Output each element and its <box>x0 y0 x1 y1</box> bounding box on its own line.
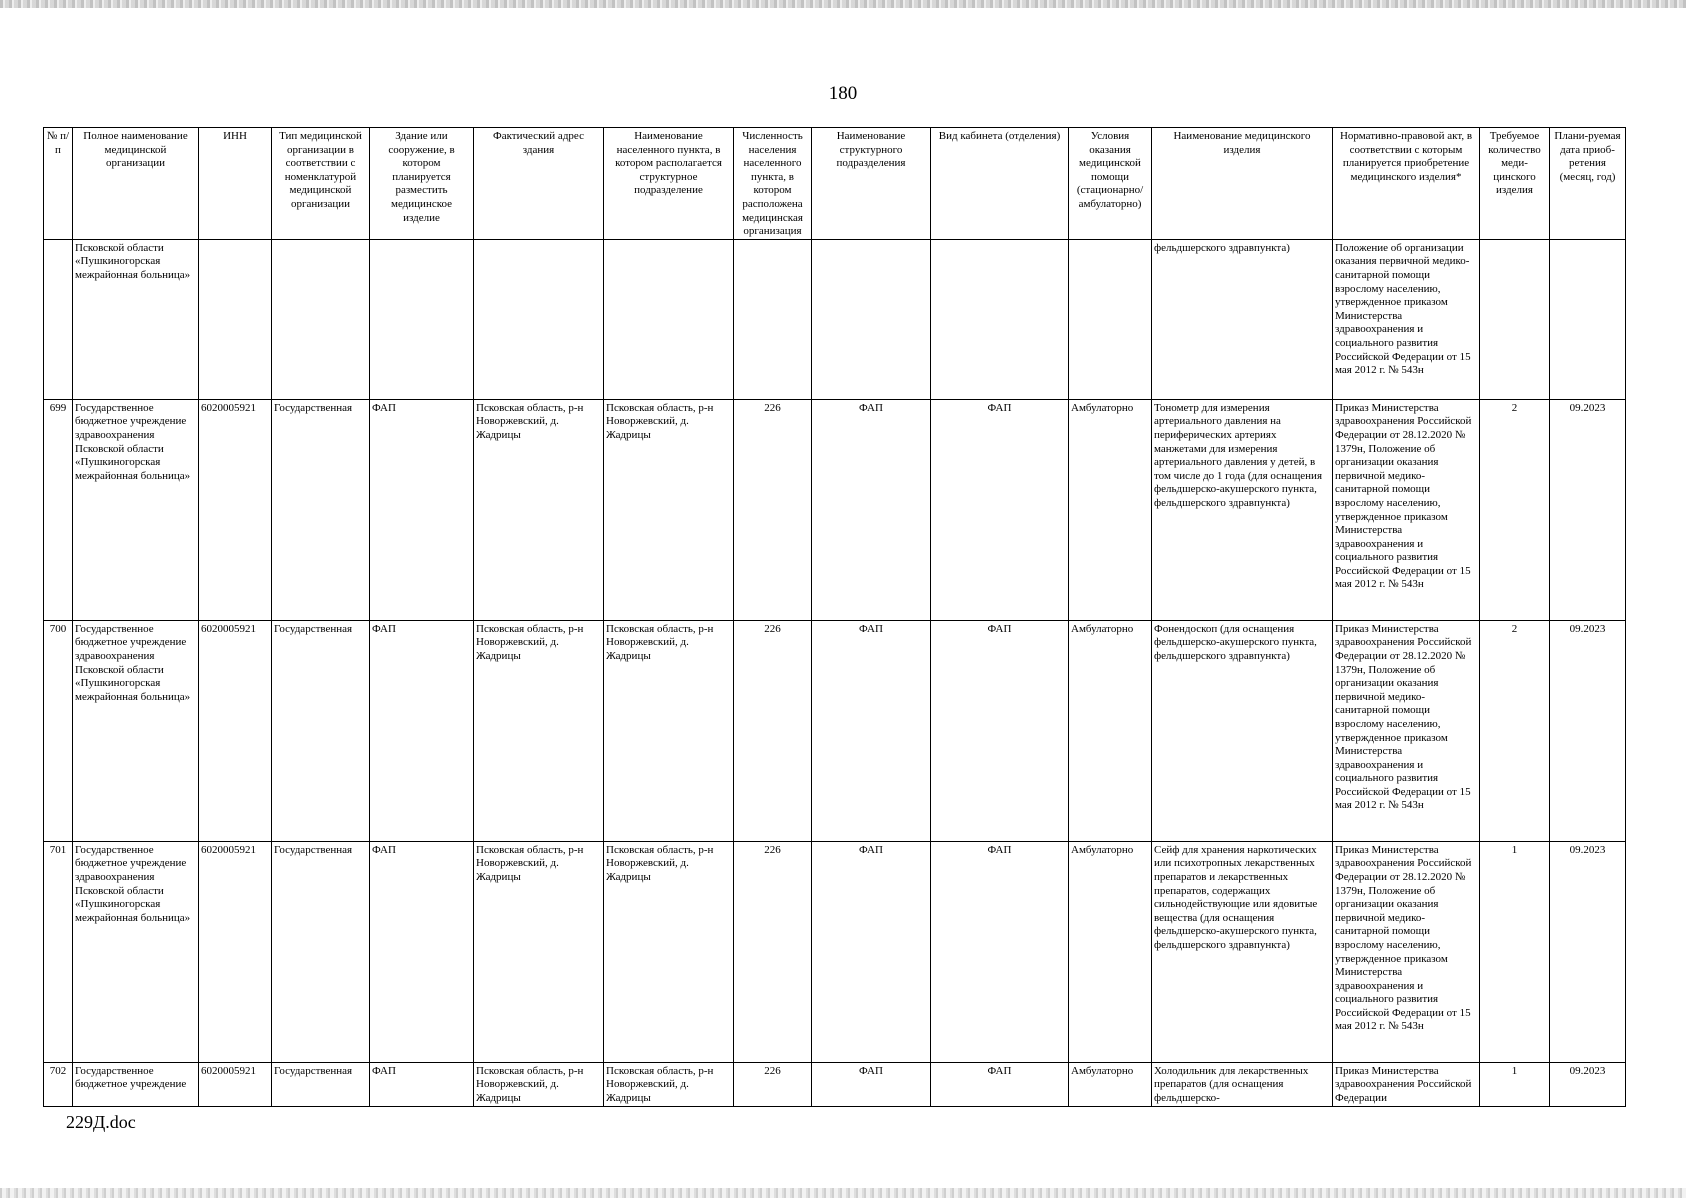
cell-unit: ФАП <box>812 620 931 841</box>
cell-date <box>1550 239 1626 399</box>
cell-quantity: 2 <box>1480 399 1550 620</box>
cell-building: ФАП <box>370 620 474 841</box>
cell-org-type: Государственная <box>272 620 370 841</box>
cell-conditions <box>1069 239 1152 399</box>
header-population: Численность населения населенного пункта, в котором расположена медицинская организация <box>734 128 812 240</box>
cell-quantity: 2 <box>1480 620 1550 841</box>
cell-conditions: Амбулаторно <box>1069 841 1152 1062</box>
cell-cabinet: ФАП <box>931 1062 1069 1106</box>
cell-quantity: 1 <box>1480 1062 1550 1106</box>
page-number: 180 <box>828 83 858 104</box>
scan-edge-top <box>0 0 1686 8</box>
header-legal-act: Нормативно-правовой акт, в соответствии с которым планируется приобретение медицинского изделия* <box>1333 128 1480 240</box>
cell-cabinet <box>931 239 1069 399</box>
header-organization: Полное наименование медицинской организации <box>73 128 199 240</box>
cell-number: 699 <box>44 399 73 620</box>
cell-organization: Государственное бюджетное учреждение здравоохранения Псковской области «Пушкиногорская межрайонная больница» <box>73 620 199 841</box>
cell-organization: Псковской области «Пушкиногорская межрайонная больница» <box>73 239 199 399</box>
header-conditions: Условия оказания медицинской помощи (стационарно/ амбулаторно) <box>1069 128 1152 240</box>
cell-legal-act: Приказ Министерства здравоохранения Российской Федерации от 28.12.2020 № 1379н, Положение об организации оказания первичной медико-санитарной помощи взрослому населению, утвержденное приказом Министерства здравоохранения и социального развития Российской Федерации от 15 мая 2012 г. № 543н <box>1333 841 1480 1062</box>
cell-conditions: Амбулаторно <box>1069 1062 1152 1106</box>
cell-settlement <box>604 239 734 399</box>
cell-conditions: Амбулаторно <box>1069 399 1152 620</box>
header-settlement: Наименование населенного пункта, в котором располагается структурное подразделение <box>604 128 734 240</box>
cell-population: 226 <box>734 620 812 841</box>
cell-population: 226 <box>734 841 812 1062</box>
cell-device: Тонометр для измерения артериального давления на периферических артериях манжетами для измерения артериального давления у детей, в том числе до 1 года (для оснащения фельдшерско-акушерского пункта, фельдшерского здравпункта) <box>1152 399 1333 620</box>
cell-legal-act: Приказ Министерства здравоохранения Российской Федерации от 28.12.2020 № 1379н, Положение об организации оказания первичной медико-санитарной помощи взрослому населению, утвержденное приказом Министерства здравоохранения и социального развития Российской Федерации от 15 мая 2012 г. № 543н <box>1333 620 1480 841</box>
cell-address <box>474 239 604 399</box>
medical-equipment-table <box>43 127 1626 1107</box>
header-inn: ИНН <box>199 128 272 240</box>
cell-inn: 6020005921 <box>199 620 272 841</box>
header-address: Фактический адрес здания <box>474 128 604 240</box>
table-row <box>44 399 1626 620</box>
cell-organization: Государственное бюджетное учреждение здравоохранения Псковской области «Пушкиногорская межрайонная больница» <box>73 399 199 620</box>
cell-device: Фонендоскоп (для оснащения фельдшерско-акушерского пункта, фельдшерского здравпункта) <box>1152 620 1333 841</box>
header-org-type: Тип медицинской организации в соответствии с номенклатурой медицинской организации <box>272 128 370 240</box>
cell-conditions: Амбулаторно <box>1069 620 1152 841</box>
header-date: Плани-руемая дата приоб-ретения (месяц, год) <box>1550 128 1626 240</box>
cell-address: Псковская область, р-н Новоржевский, д. Жадрицы <box>474 620 604 841</box>
table-header-row <box>44 128 1626 240</box>
cell-quantity: 1 <box>1480 841 1550 1062</box>
footer-filename: 229Д.doc <box>66 1112 136 1132</box>
cell-organization: Государственное бюджетное учреждение <box>73 1062 199 1106</box>
cell-building: ФАП <box>370 841 474 1062</box>
cell-address: Псковская область, р-н Новоржевский, д. Жадрицы <box>474 1062 604 1106</box>
cell-org-type: Государственная <box>272 1062 370 1106</box>
cell-inn: 6020005921 <box>199 399 272 620</box>
cell-unit: ФАП <box>812 1062 931 1106</box>
table-row <box>44 620 1626 841</box>
cell-number <box>44 239 73 399</box>
cell-device: Сейф для хранения наркотических или психотропных лекарственных препаратов и лекарственных препаратов, содержащих сильнодействующие или ядовитые вещества (для оснащения фельдшерско-акушерского пункта, фельдшерского здравпункта) <box>1152 841 1333 1062</box>
cell-inn: 6020005921 <box>199 841 272 1062</box>
cell-cabinet: ФАП <box>931 841 1069 1062</box>
cell-building: ФАП <box>370 399 474 620</box>
cell-date: 09.2023 <box>1550 1062 1626 1106</box>
cell-inn: 6020005921 <box>199 1062 272 1106</box>
cell-address: Псковская область, р-н Новоржевский, д. Жадрицы <box>474 399 604 620</box>
cell-population: 226 <box>734 1062 812 1106</box>
cell-cabinet: ФАП <box>931 399 1069 620</box>
header-cabinet: Вид кабинета (отделения) <box>931 128 1069 240</box>
cell-unit: ФАП <box>812 399 931 620</box>
cell-cabinet: ФАП <box>931 620 1069 841</box>
header-quantity: Требуемое количество меди-цинского изделия <box>1480 128 1550 240</box>
cell-organization: Государственное бюджетное учреждение здравоохранения Псковской области «Пушкиногорская межрайонная больница» <box>73 841 199 1062</box>
header-number: № п/п <box>44 128 73 240</box>
cell-device: фельдшерского здравпункта) <box>1152 239 1333 399</box>
cell-date: 09.2023 <box>1550 841 1626 1062</box>
cell-legal-act: Приказ Министерства здравоохранения Российской Федерации от 28.12.2020 № 1379н, Положение об организации оказания первичной медико-санитарной помощи взрослому населению, утвержденное приказом Министерства здравоохранения и социального развития Российской Федерации от 15 мая 2012 г. № 543н <box>1333 399 1480 620</box>
cell-date: 09.2023 <box>1550 399 1626 620</box>
cell-unit <box>812 239 931 399</box>
cell-number: 702 <box>44 1062 73 1106</box>
cell-org-type <box>272 239 370 399</box>
table-row <box>44 1062 1626 1106</box>
cell-address: Псковская область, р-н Новоржевский, д. Жадрицы <box>474 841 604 1062</box>
cell-building <box>370 239 474 399</box>
cell-org-type: Государственная <box>272 399 370 620</box>
cell-number: 700 <box>44 620 73 841</box>
cell-settlement: Псковская область, р-н Новоржевский, д. Жадрицы <box>604 620 734 841</box>
scan-edge-bottom <box>0 1188 1686 1198</box>
cell-number: 701 <box>44 841 73 1062</box>
cell-unit: ФАП <box>812 841 931 1062</box>
cell-quantity <box>1480 239 1550 399</box>
cell-settlement: Псковская область, р-н Новоржевский, д. Жадрицы <box>604 841 734 1062</box>
cell-org-type: Государственная <box>272 841 370 1062</box>
cell-population <box>734 239 812 399</box>
cell-device: Холодильник для лекарственных препаратов (для оснащения фельдшерско- <box>1152 1062 1333 1106</box>
cell-building: ФАП <box>370 1062 474 1106</box>
cell-legal-act: Приказ Министерства здравоохранения Российской Федерации <box>1333 1062 1480 1106</box>
header-building: Здание или сооружение, в котором планируется разместить медицинское изделие <box>370 128 474 240</box>
cell-population: 226 <box>734 399 812 620</box>
cell-inn <box>199 239 272 399</box>
cell-date: 09.2023 <box>1550 620 1626 841</box>
cell-legal-act: Положение об организации оказания первичной медико-санитарной помощи взрослому населению, утвержденное приказом Министерства здравоохранения и социального развития Российской Федерации от 15 мая 2012 г. № 543н <box>1333 239 1480 399</box>
table-row <box>44 841 1626 1062</box>
header-unit: Наименование структурного подразделения <box>812 128 931 240</box>
cell-settlement: Псковская область, р-н Новоржевский, д. Жадрицы <box>604 1062 734 1106</box>
cell-settlement: Псковская область, р-н Новоржевский, д. Жадрицы <box>604 399 734 620</box>
header-device: Наименование медицинского изделия <box>1152 128 1333 240</box>
table-row-continuation <box>44 239 1626 399</box>
